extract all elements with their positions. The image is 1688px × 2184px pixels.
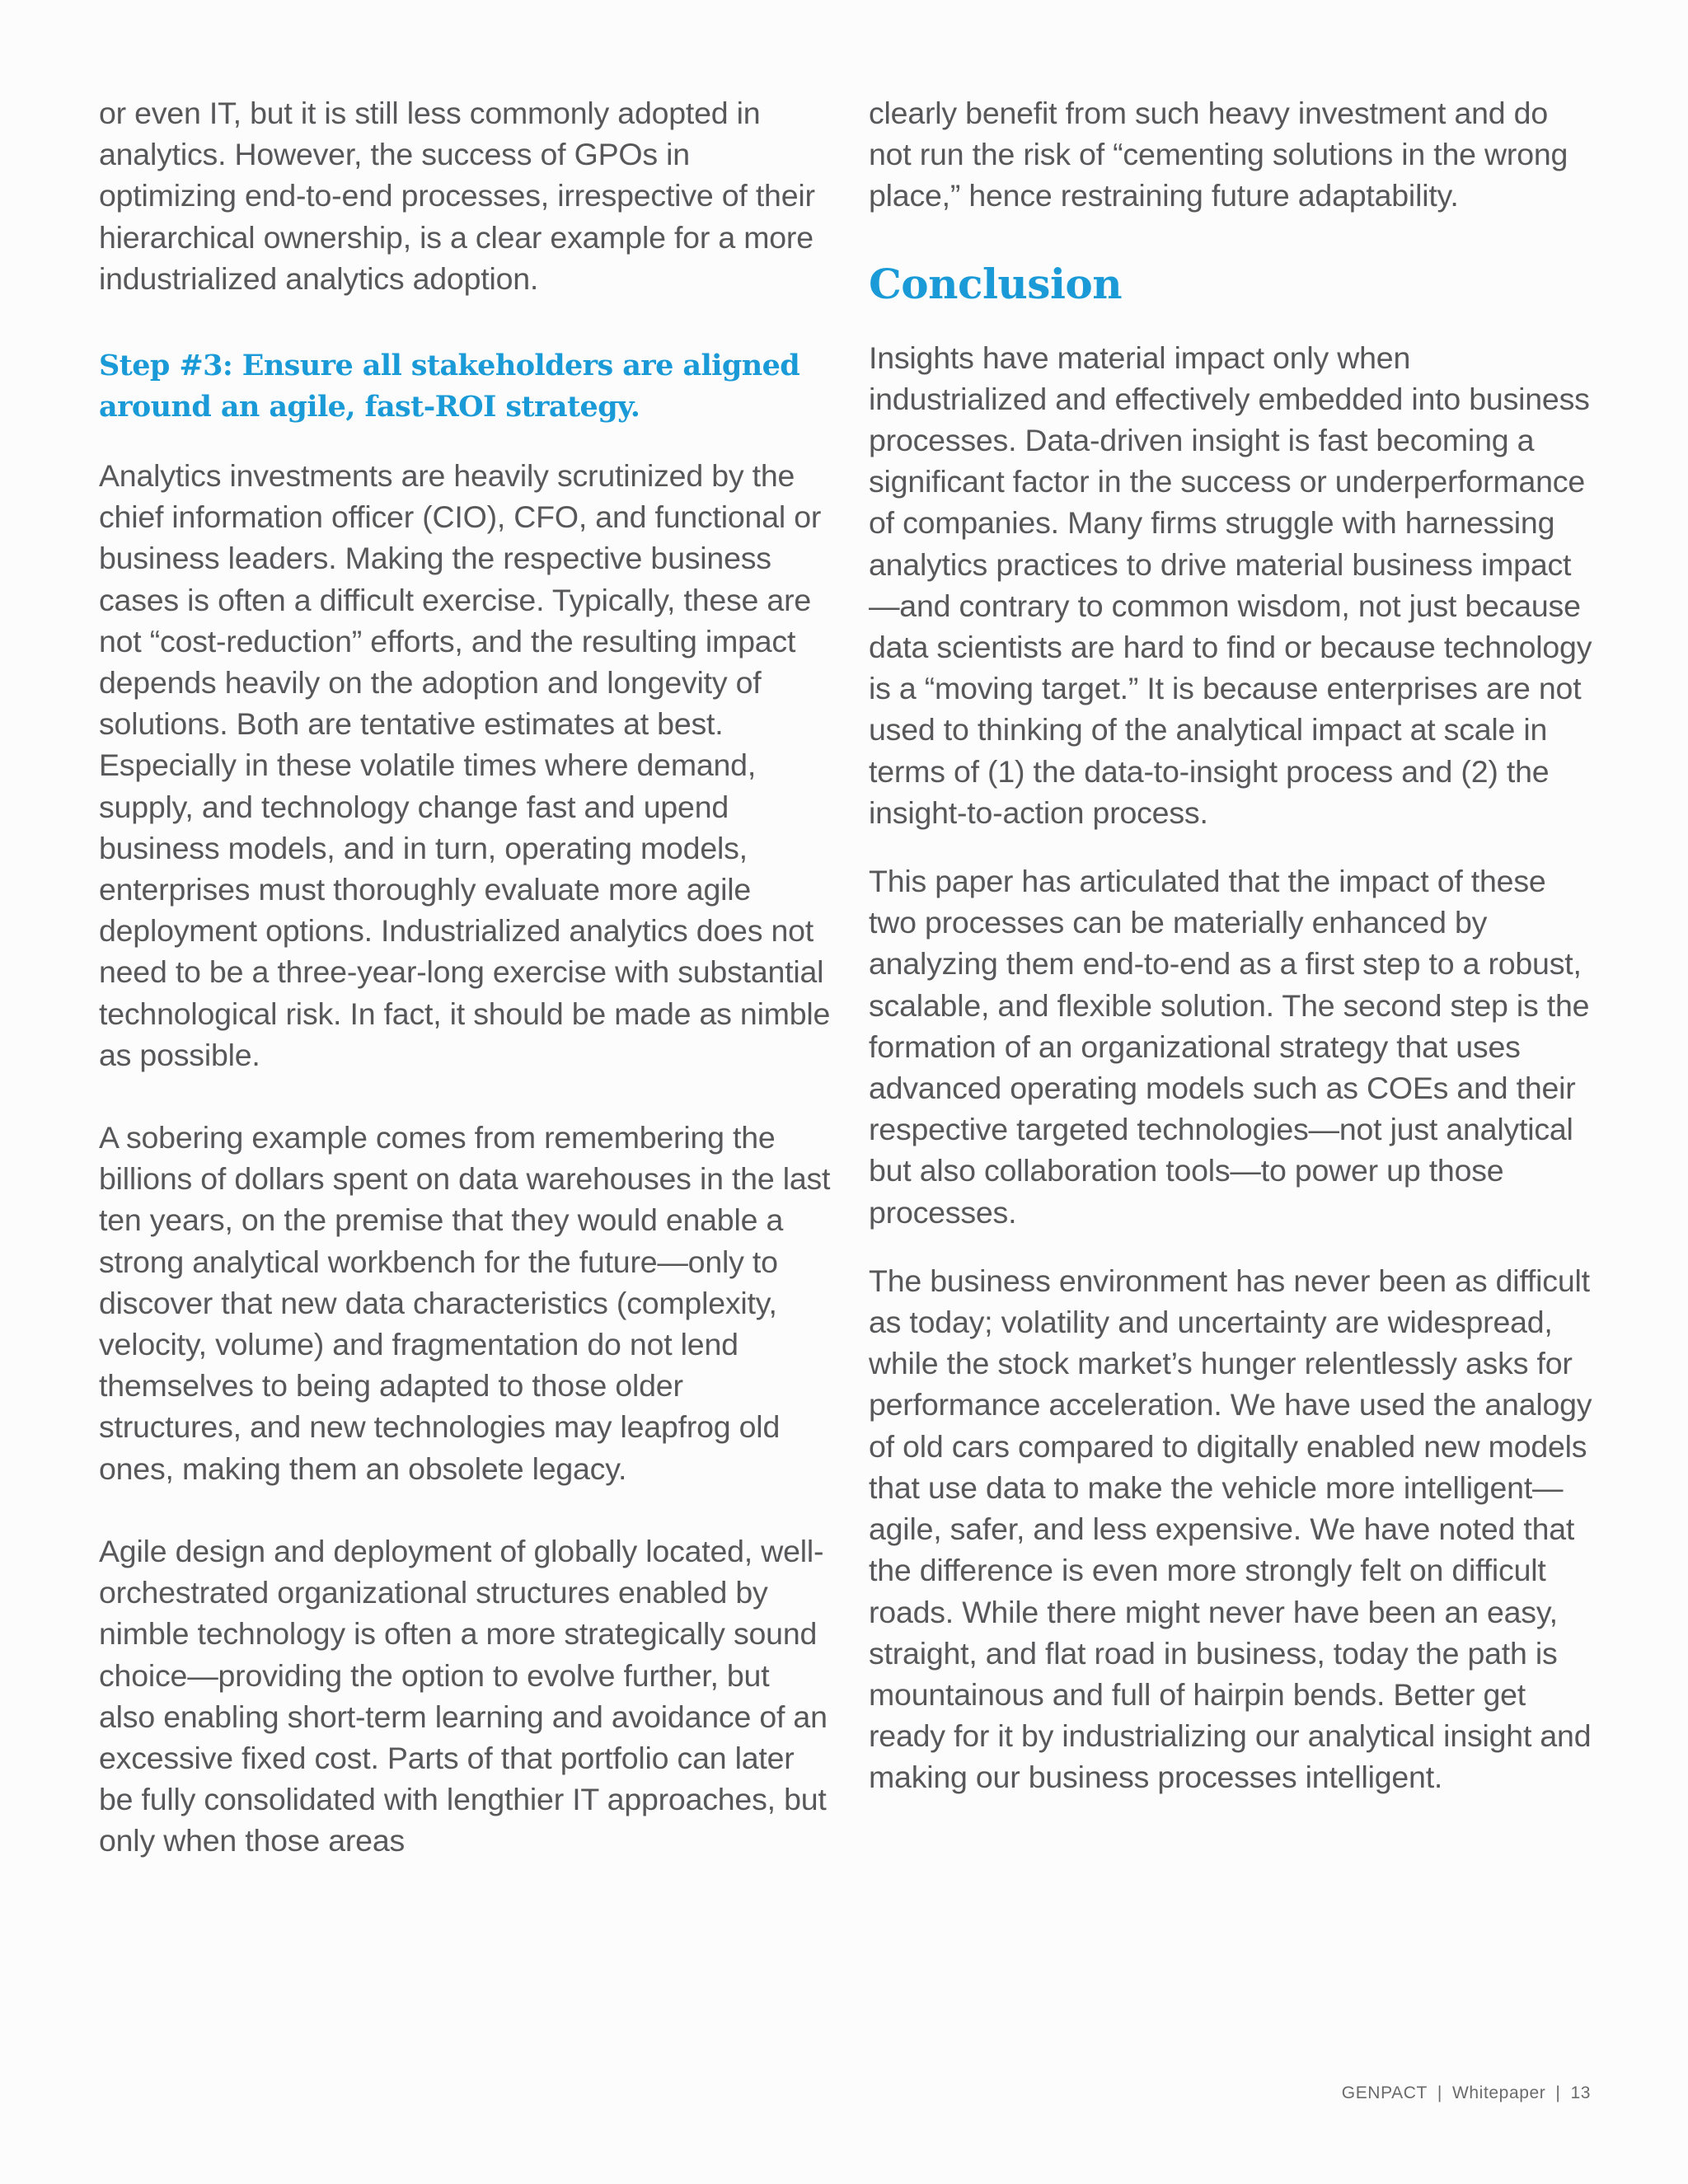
conclusion-paragraph-environment: The business environment has never been as difficult as today; volatility and uncertainty are widespread, while the stock market’s hunger relentlessly asks for performance acceleration. We have used the analogy of old cars compared to digitally enabled new models that use data to make the vehicle more intelligent—agile, safer, and less expensive. We have noted that the difference is even more strongly felt on difficult roads. While there might never have been an easy, straight, and flat road in business, today the path is mountainous and full of hairpin bends. Better get ready for it by industrializing our analytical insight and making our business processes intelligent. [869,1263,1592,1795]
right-column [869,92,1594,1798]
footer-separator: | [1437,2083,1442,2102]
conclusion-paragraph-insights: Insights have material impact only when industrialized and effectively embedded into business processes. Data-driven insight is fast becoming a significant factor in the success or underperformance of companies. Many firms struggle with harnessing analytics practices to drive material business impact—and contrary to common wisdom, not just because data scientists are hard to find or because technology is a “moving target.” It is because enterprises are not used to thinking of the analytical impact at scale in terms of (1) the data-to-insight process and (2) the insight-to-action process. [869,340,1592,830]
left-paragraph-sobering-example: A sobering example comes from remembering the billions of dollars spent on data warehouses in the last ten years, on the premise that they would enable a strong analytical workbench for the future—only to discover that new data characteristics (complexity, velocity, volume) and fragmentation do not lend themselves to being adapted to those older structures, and new technologies may leapfrog old ones, making them an obsolete legacy. [99,1120,831,1486]
right-paragraph-continued: clearly benefit from such heavy investment and do not run the risk of “cementing solutions in the wrong place,” hence restraining future adaptability. [869,96,1568,213]
conclusion-heading: Conclusion [869,259,1123,308]
left-column [99,92,832,1862]
footer-separator: | [1555,2083,1561,2102]
footer-doc-type: Whitepaper [1451,2083,1546,2102]
page-number: 13 [1570,2083,1591,2102]
left-paragraph-agile-design: Agile design and deployment of globally located, well-orchestrated organizational structures enabled by nimble technology is often a more strategically sound choice—providing the option to evolve further, but also enabling short-term learning and avoidance of an excessive fixed cost. Parts of that portfolio can later be fully consolidated with lengthier IT approaches, but only when those areas [99,1533,828,1858]
page-footer [1342,2083,1591,2104]
step-3-heading: Step #3: Ensure all stakeholders are aligned around an agile, fast-ROI strategy. [99,349,800,424]
conclusion-paragraph-articulated: This paper has articulated that the impact of these two processes can be materially enhanced by analyzing them end-to-end as a first step to a robust, scalable, and flexible solution. The second step is the formation of an organizational strategy that uses advanced operating models such as COEs and their respective targeted technologies—not just analytical but also collaboration tools—to power up those processes. [869,864,1590,1230]
left-paragraph-continued: or even IT, but it is still less commonly adopted in analytics. However, the success of GPOs in optimizing end-to-end processes, irrespective of their hierarchical ownership, is a clear example for a more industrialized analytics adoption. [99,96,815,296]
footer-brand: GENPACT [1341,2083,1428,2102]
left-paragraph-investments: Analytics investments are heavily scrutinized by the chief information officer (CIO), CFO, and functional or business leaders. Making the respective business cases is often a difficult exercise. Typically, these are not “cost-reduction” efforts, and the resulting impact depends heavily on the adoption and longevity of solutions. Both are tentative estimates at best. Especially in these volatile times where demand, supply, and technology change fast and upend business models, and in turn, operating models, enterprises must thoroughly evaluate more agile deployment options. Industrialized analytics does not need to be a three-year-long exercise with substantial technological risk. In fact, it should be made as nimble as possible. [99,458,831,1072]
